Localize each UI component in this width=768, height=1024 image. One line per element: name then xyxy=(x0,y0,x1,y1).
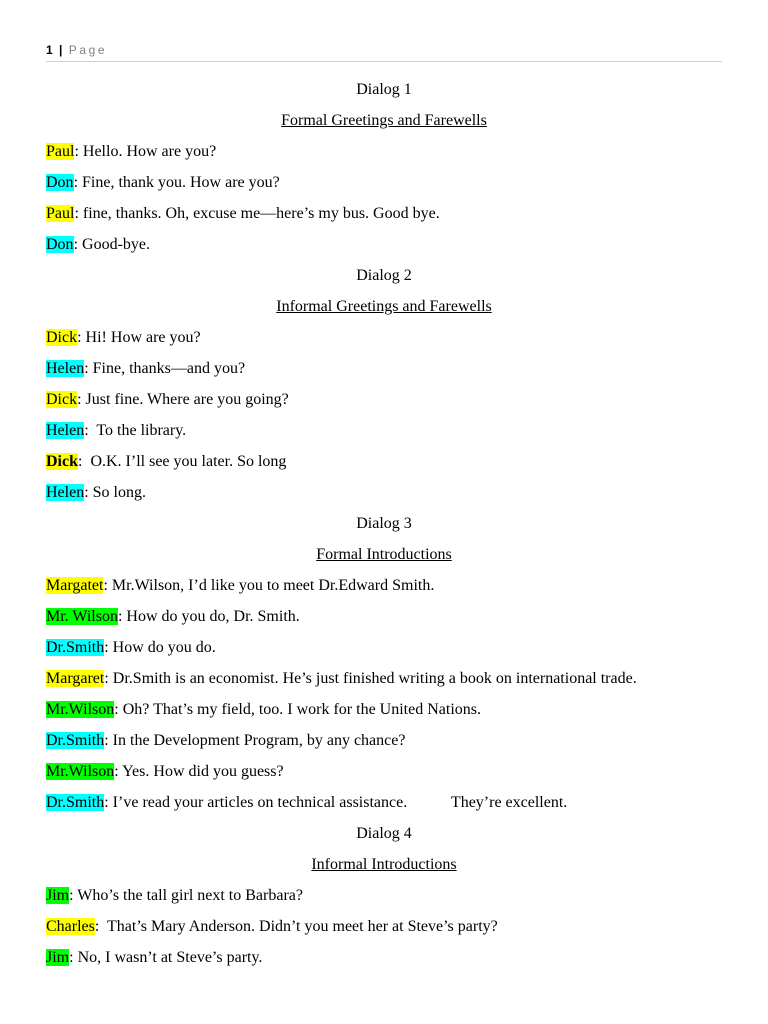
dialog-line xyxy=(46,136,722,167)
speaker-name: Helen xyxy=(46,360,85,377)
dialog-line xyxy=(46,384,722,415)
dialog-subtitle xyxy=(46,105,722,136)
speech-text: : In the Development Program, by any chance? xyxy=(104,732,406,749)
speaker-name: Mr.Wilson xyxy=(46,701,115,718)
page-header xyxy=(46,43,722,62)
dialog-line xyxy=(46,787,722,818)
speech-text: : Just fine. Where are you going? xyxy=(77,391,289,408)
dialog-subtitle-text: Formal Introductions xyxy=(316,546,452,563)
speech-text: : Fine, thanks—and you? xyxy=(84,360,246,377)
speech-text: : How do you do. xyxy=(104,639,216,656)
speech-text: : I’ve read your articles on technical assistance. They’re excellent. xyxy=(104,794,568,811)
speaker-name: Dick xyxy=(46,329,78,346)
speaker-name: Helen xyxy=(46,422,85,439)
speaker-name: Mr. Wilson xyxy=(46,608,118,625)
speech-text: : So long. xyxy=(84,484,146,501)
speaker-name: Jim xyxy=(46,887,70,904)
speech-text: : Mr.Wilson, I’d like you to meet Dr.Edward Smith. xyxy=(103,577,435,594)
dialog-line xyxy=(46,353,722,384)
dialog-subtitle-text: Formal Greetings and Farewells xyxy=(281,112,487,129)
speech-text: : Yes. How did you guess? xyxy=(114,763,284,780)
dialog-title-text: Dialog 1 xyxy=(356,81,412,98)
speaker-name: Jim xyxy=(46,949,70,966)
dialog-line xyxy=(46,322,722,353)
speech-text: : That’s Mary Anderson. Didn’t you meet her at Steve’s party? xyxy=(94,918,498,935)
dialog-subtitle xyxy=(46,539,722,570)
speaker-name: Margaret xyxy=(46,670,105,687)
speaker-name: Margatet xyxy=(46,577,104,594)
dialog-title xyxy=(46,508,722,539)
speaker-name: Paul xyxy=(46,205,75,222)
dialog-title-text: Dialog 4 xyxy=(356,825,412,842)
speech-text: : fine, thanks. Oh, excuse me—here’s my bus. Good bye. xyxy=(74,205,440,222)
speech-text: : Hello. How are you? xyxy=(74,143,217,160)
dialog-line xyxy=(46,942,722,973)
dialog-line xyxy=(46,601,722,632)
speech-text: : Good-bye. xyxy=(73,236,150,253)
dialog-subtitle-text: Informal Introductions xyxy=(311,856,457,873)
speech-text: : How do you do, Dr. Smith. xyxy=(117,608,300,625)
dialog-line xyxy=(46,663,722,694)
dialog-title xyxy=(46,818,722,849)
speech-text: : No, I wasn’t at Steve’s party. xyxy=(69,949,263,966)
document-body xyxy=(46,74,722,973)
speaker-name: Don xyxy=(46,174,74,191)
dialog-line xyxy=(46,632,722,663)
speaker-name: Charles xyxy=(46,918,95,935)
dialog-title-text: Dialog 3 xyxy=(356,515,412,532)
dialog-line xyxy=(46,229,722,260)
speaker-name: Don xyxy=(46,236,74,253)
dialog-line xyxy=(46,415,722,446)
dialog-line xyxy=(46,725,722,756)
speaker-name: Helen xyxy=(46,484,85,501)
dialog-title xyxy=(46,74,722,105)
speaker-name: Dr.Smith xyxy=(46,732,105,749)
dialog-line xyxy=(46,880,722,911)
dialog-line xyxy=(46,911,722,942)
speaker-name: Dr.Smith xyxy=(46,794,105,811)
speech-text: : Hi! How are you? xyxy=(77,329,201,346)
page-number: 1 xyxy=(46,43,53,57)
speech-text: : Who’s the tall girl next to Barbara? xyxy=(69,887,303,904)
speaker-name: Paul xyxy=(46,143,75,160)
speech-text: : Oh? That’s my field, too. I work for the United Nations. xyxy=(114,701,481,718)
speaker-name: Dick xyxy=(46,453,78,470)
page-separator: | xyxy=(59,43,63,57)
speech-text: : To the library. xyxy=(84,422,187,439)
dialog-line xyxy=(46,198,722,229)
dialog-title-text: Dialog 2 xyxy=(356,267,412,284)
speaker-name: Dr.Smith xyxy=(46,639,105,656)
dialog-subtitle xyxy=(46,849,722,880)
speech-text: : Fine, thank you. How are you? xyxy=(73,174,280,191)
speech-text: : O.K. I’ll see you later. So long xyxy=(78,453,287,470)
dialog-subtitle xyxy=(46,291,722,322)
dialog-line xyxy=(46,167,722,198)
speaker-name: Dick xyxy=(46,391,78,408)
speech-text: : Dr.Smith is an economist. He’s just finished writing a book on international trade. xyxy=(104,670,637,687)
dialog-line xyxy=(46,570,722,601)
dialog-line xyxy=(46,756,722,787)
dialog-subtitle-text: Informal Greetings and Farewells xyxy=(276,298,492,315)
page-label: Page xyxy=(68,43,108,57)
dialog-line xyxy=(46,477,722,508)
dialog-line xyxy=(46,694,722,725)
dialog-line xyxy=(46,446,722,477)
dialog-title xyxy=(46,260,722,291)
speaker-name: Mr.Wilson xyxy=(46,763,115,780)
